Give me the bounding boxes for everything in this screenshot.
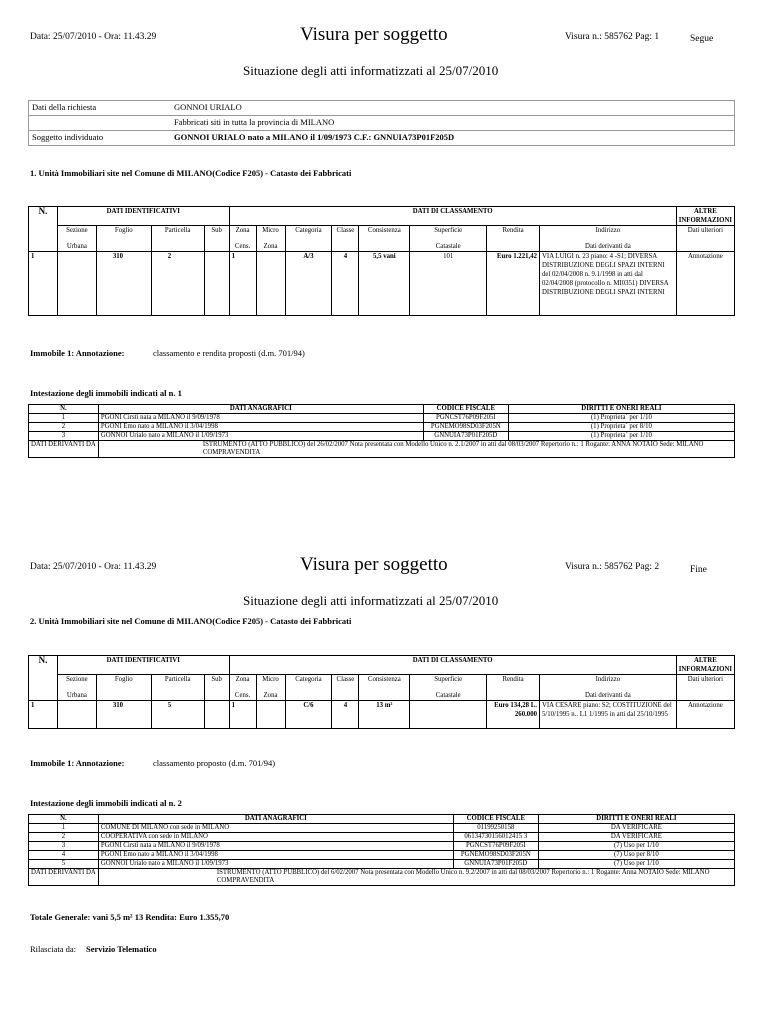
page1-date-time: Data: 25/07/2010 - Ora: 11.43.29 <box>30 32 157 42</box>
subject-value: GONNOI URIALO nato a MILANO il 1/09/1973 C.F.: GNNUIA73P01F205D <box>171 131 735 146</box>
col-zona2: Zona <box>256 242 285 252</box>
table-row: DATI DERIVANTI DA ISTRUMENTO (ATTO PUBBLICO) del 6/02/2007 Nota presentata con Modello Unico n. 9.2/2007 in atti dal 08/03/2007 Repertorio n.: 1 Rogante: Anna NOTAIO Sede: MILANO COMPRAVENDITA <box>29 869 735 886</box>
page1-section-title: 1. Unità Immobiliari site nel Comune di MILANO(Codice F205) - Catasto dei Fabbricati <box>30 168 352 178</box>
page2-visura-number: Visura n.: 585762 Pag: 2 <box>565 562 660 572</box>
col-particella: Particella <box>151 226 204 243</box>
page1-annotation-text: classamento e rendita proposti (d.m. 701/94) <box>153 348 305 358</box>
page2-annotation-text: classamento proposto (d.m. 701/94) <box>153 758 276 768</box>
table-row: 5 GONNOI Urialo nato a MILANO il 1/09/1973 GNNUIA73P01F205D (7) Uso per 1/10 <box>29 860 735 869</box>
col-classe: Classe <box>332 226 359 243</box>
table-row: 3 PGONI Cirstì nata a MILANO il 9/09/1978 PGNCST76P09F205I (7) Uso per 1/10 <box>29 842 735 851</box>
table-row: 4 PGONI Emo nato a MILANO il 3/04/1998 PGNEMO98SD03F205N (7) Uso per 8/10 <box>29 851 735 860</box>
page1-title: Visura per soggetto <box>300 24 448 45</box>
col-urbana: Urbana <box>57 242 96 252</box>
page2-annotation-label: Immobile 1: Annotazione: <box>30 758 125 768</box>
page2-owners-table: N. DATI ANAGRAFICI CODICE FISCALE DIRITTI E ONERI REALI 1 COMUNE DI MILANO con sede in MILANO 01199250158 DA VERIFICARE 2 COOPERATIVA con sede in MILANO 06134730156012415 3 DA VERIFICARE 3 PGONI Cirstì nata a MILANO il 9/09/1978 PGNCST76P09F205I (7) Uso per 1/10 4 PGONI Emo nato a MILANO il 3/04/1998 PGNEMO98SD03F205N (7) Uso per 8/10 5 GONNOI Urialo nato a MILANO il 1/09/1973 GNNUIA73P01F205D (7) Uso per 1/10 DATI DERIVANTI DA ISTRUMENTO (ATTO PUBBLICO) del 6/02/2007 Nota presentata con Modello Unico n. 9.2/2007 in atti dal 08/03/2007 Repertorio n.: 1 Rogante: Anna NOTAIO Sede: MILANO COMPRAVENDITA <box>28 814 735 886</box>
subject-label: Soggetto individuato <box>29 131 172 146</box>
col-foglio: Foglio <box>96 226 151 243</box>
col-micro: Micro <box>256 226 285 243</box>
col-cens: Cens. <box>229 242 256 252</box>
table-row: 1 310 5 1 C/6 4 13 m² Euro 134,28 L. 260.000 VIA CESARE piano: S2; COSTITUZIONE del 5/10/1995 n.. L1 1/1995 in atti dal 25/10/1995 Annotazione <box>29 701 735 729</box>
col-consistenza: Consistenza <box>359 226 410 243</box>
page2-date-time: Data: 25/07/2010 - Ora: 11.43.29 <box>30 562 157 572</box>
table-row: 1 COMUNE DI MILANO con sede in MILANO 01199250158 DA VERIFICARE <box>29 824 735 833</box>
col-dati-derivanti: Dati derivanti da <box>540 242 677 252</box>
table-row: 1 310 2 1 A/3 4 5,5 vani 101 Euro 1.221,42 VIA LUIGI n. 23 piano: 4 -S1; DIVERSA DISTRIBUZIONE DEGLI SPAZI INTERNI del 02/04/2008 n. 9.1/1998 in atti dal 02/04/2008 (protocollo n. MI0351) DIVERSA DISTRIBUZIONE DEGLI SPAZI INTERNI Annotazione <box>29 252 735 316</box>
col-superficie: Superficie <box>410 226 487 243</box>
table-row: 3 GONNOI Urialo nato a MILANO il 1/09/1973 GNNUIA73P01F205D (1) Proprieta` per 1/10 <box>29 432 735 441</box>
page2-owners-title: Intestazione degli immobili indicati al n. 2 <box>30 798 182 808</box>
col-altre-info: ALTRE INFORMAZIONI <box>676 207 734 226</box>
col-rendita: Rendita <box>487 226 540 243</box>
col-dati-identificativi: DATI IDENTIFICATIVI <box>57 207 229 226</box>
page1-owners-title: Intestazione degli immobili indicati al n. 1 <box>30 388 182 398</box>
table-row: 2 PGONI Emo nato a MILANO il 3/04/1998 PGNEMO98SD03F205N (1) Proprieta` per 8/10 <box>29 423 735 432</box>
table-row: DATI DERIVANTI DA ISTRUMENTO (ATTO PUBBLICO) del 26/02/2007 Nota presentata con Modello Unico n. 2.1/2007 in atti dal 08/03/2007 Repertorio n.: 1 Rogante: ANNA NOTAIO Sede: MILANO COMPRAVENDITA <box>29 441 735 458</box>
page2-subtitle: Situazione degli atti informatizzati al 25/07/2010 <box>243 593 499 608</box>
request-table <box>28 100 735 146</box>
table-row: 1 PGONI Cirstì nata a MILANO il 9/09/1978 PGNCST76P09F205I (1) Proprieta` per 1/10 <box>29 414 735 423</box>
col-indirizzo: Indirizzo <box>540 226 677 243</box>
rilasciata-label: Rilasciata da: <box>30 944 77 954</box>
col-n: N. <box>29 207 58 252</box>
page1-visura-number: Visura n.: 585762 Pag: 1 <box>565 32 660 42</box>
page2-title: Visura per soggetto <box>300 554 448 575</box>
request-name: GONNOI URIALO <box>174 102 242 112</box>
page1-units-table <box>28 206 735 316</box>
col-zona: Zona <box>229 226 256 243</box>
col-dati-classamento: DATI DI CLASSAMENTO <box>229 207 676 226</box>
col-ulteriori: Dati ulteriori <box>676 226 734 243</box>
page2-continuation: Fine <box>690 565 707 575</box>
col-categoria: Categoria <box>285 226 332 243</box>
page2-units-table: N. DATI IDENTIFICATIVI DATI DI CLASSAMENTO ALTRE INFORMAZIONI Sezione Foglio Particella Sub Zona Micro Categoria Classe Consistenza Superficie Rendita Indirizzo Dati ulteriori Urbana Cens. Zona Catastale Dati derivanti da 1 310 5 1 C/6 4 13 m² Euro 134,28 L. 260.000 VIA CESARE piano: S2; COSTITUZIONE del 5/10/1995 n.. L1 1/1995 in atti dal 25/10/1995 Annotazione <box>28 655 735 729</box>
col-sezione: Sezione <box>57 226 96 243</box>
request-scope: Fabbricati siti in tutta la provincia di MILANO <box>171 116 735 131</box>
page1-annotation-label: Immobile 1: Annotazione: <box>30 348 125 358</box>
page1-owners-table: N. DATI ANAGRAFICI CODICE FISCALE DIRITTI E ONERI REALI 1 PGONI Cirstì nata a MILANO il 9/09/1978 PGNCST76P09F205I (1) Proprieta` per 1/10 2 PGONI Emo nato a MILANO il 3/04/1998 PGNEMO98SD03F205N (1) Proprieta` per 8/10 3 GONNOI Urialo nato a MILANO il 1/09/1973 GNNUIA73P01F205D (1) Proprieta` per 1/10 DATI DERIVANTI DA ISTRUMENTO (ATTO PUBBLICO) del 26/02/2007 Nota presentata con Modello Unico n. 2.1/2007 in atti dal 08/03/2007 Repertorio n.: 1 Rogante: ANNA NOTAIO Sede: MILANO COMPRAVENDITA <box>28 404 735 458</box>
page1-subtitle: Situazione degli atti informatizzati al 25/07/2010 <box>243 63 499 78</box>
table-row: 2 COOPERATIVA con sede in MILANO 06134730156012415 3 DA VERIFICARE <box>29 833 735 842</box>
col-catastale: Catastale <box>410 242 487 252</box>
col-sub: Sub <box>204 226 229 243</box>
request-label: Dati della richiesta <box>32 102 97 112</box>
page2-section-title: 2. Unità Immobiliari site nel Comune di MILANO(Codice F205) - Catasto dei Fabbricati <box>30 616 352 626</box>
rilasciata-value: Servizio Telematico <box>86 944 157 954</box>
page1-continuation: Segue <box>690 34 714 44</box>
totale-generale: Totale Generale: vani 5,5 m² 13 Rendita: Euro 1.355,70 <box>30 912 230 922</box>
